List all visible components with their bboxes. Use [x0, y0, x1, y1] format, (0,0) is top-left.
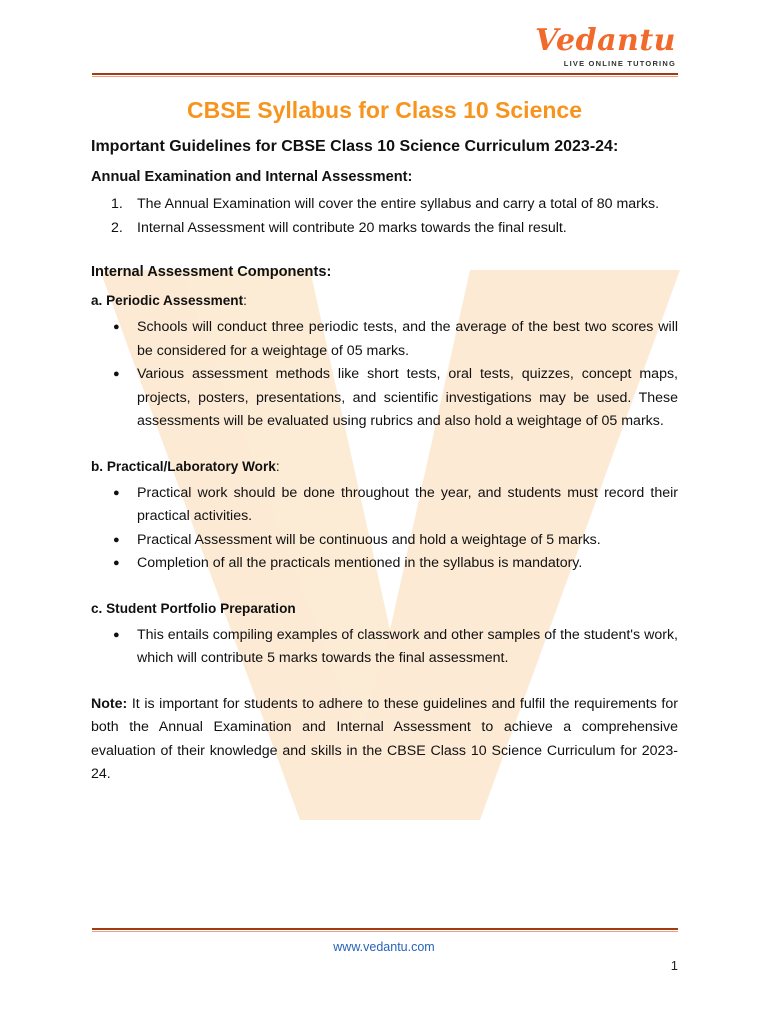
note-paragraph [91, 693, 678, 787]
list-item [91, 624, 678, 671]
practical-colon: : [275, 458, 280, 474]
list-item-text: This entails compiling examples of classwork and other samples of the student's work, which will contribute 5 marks towards the final assessment. [137, 626, 678, 666]
brand-tagline: LIVE ONLINE TUTORING [563, 59, 676, 68]
list-item [91, 529, 678, 553]
bullet-icon: ● [113, 628, 120, 641]
practical-label: b. Practical/Laboratory Work [91, 458, 276, 474]
list-item [91, 482, 678, 529]
list-item-text: Practical work should be done throughout the year, and students must record their practical activities. [137, 484, 678, 524]
list-item [91, 316, 678, 363]
annual-heading: Annual Examination and Internal Assessment: [91, 169, 413, 185]
list-item-text: Completion of all the practicals mentioned in the syllabus is mandatory. [137, 555, 583, 571]
footer-divider [92, 928, 678, 932]
guidelines-heading: Important Guidelines for CBSE Class 10 Science Curriculum 2023-24: [91, 138, 619, 155]
practical-heading [91, 456, 678, 478]
practical-list [91, 482, 678, 576]
bullet-icon: ● [113, 368, 120, 380]
portfolio-heading [91, 598, 678, 620]
list-item-text: Practical Assessment will be continuous and hold a weightage of 5 marks. [137, 531, 601, 548]
note-label: Note: [91, 695, 128, 712]
bullet-icon: ● [113, 321, 120, 333]
list-item-text: Internal Assessment will contribute 20 marks towards the final result. [137, 219, 567, 236]
list-item-text: Schools will conduct three periodic tests, and the average of the best two scores will be considered for a weightage of 05 marks. [137, 319, 678, 359]
bullet-icon: ● [113, 486, 120, 499]
bullet-icon: ● [113, 557, 120, 569]
list-item [91, 217, 678, 241]
page-title: CBSE Syllabus for Class 10 Science [186, 97, 582, 123]
main-content [91, 95, 678, 801]
portfolio-list [91, 624, 678, 671]
periodic-heading [91, 290, 678, 312]
periodic-list [91, 316, 678, 434]
portfolio-label: c. Student Portfolio Preparation [91, 600, 296, 616]
page-number: 1 [670, 958, 678, 973]
vedantu-logo [534, 23, 676, 68]
note-text: It is important for students to adhere to these guidelines and fulfil the requirements for both the Annual Examination and Internal Assessment to achieve a comprehensive evaluation of their knowledge and skills in the CBSE Class 10 Science Curriculum for 2023-24. [91, 695, 678, 782]
list-number: 1. [111, 196, 123, 212]
annual-list [91, 193, 678, 240]
footer-link[interactable]: www.vedantu.com [333, 940, 435, 954]
brand-name: Vedantu [534, 23, 676, 58]
bullet-icon: ● [113, 533, 120, 546]
header-divider [92, 73, 678, 77]
periodic-colon: : [243, 293, 247, 308]
components-heading: Internal Assessment Components: [91, 264, 332, 280]
list-item [91, 193, 678, 217]
list-item-text: Various assessment methods like short tests, oral tests, quizzes, concept maps, projects, posters, presentations, and scientific investigations may be used. These assessments will be evaluated using rubrics and also hold a weightage of 05 marks. [137, 366, 678, 429]
list-item [91, 363, 678, 434]
list-item [91, 552, 678, 576]
list-item-text: The Annual Examination will cover the entire syllabus and carry a total of 80 marks. [137, 196, 660, 212]
periodic-label: a. Periodic Assessment [91, 293, 244, 308]
list-number: 2. [111, 219, 123, 236]
